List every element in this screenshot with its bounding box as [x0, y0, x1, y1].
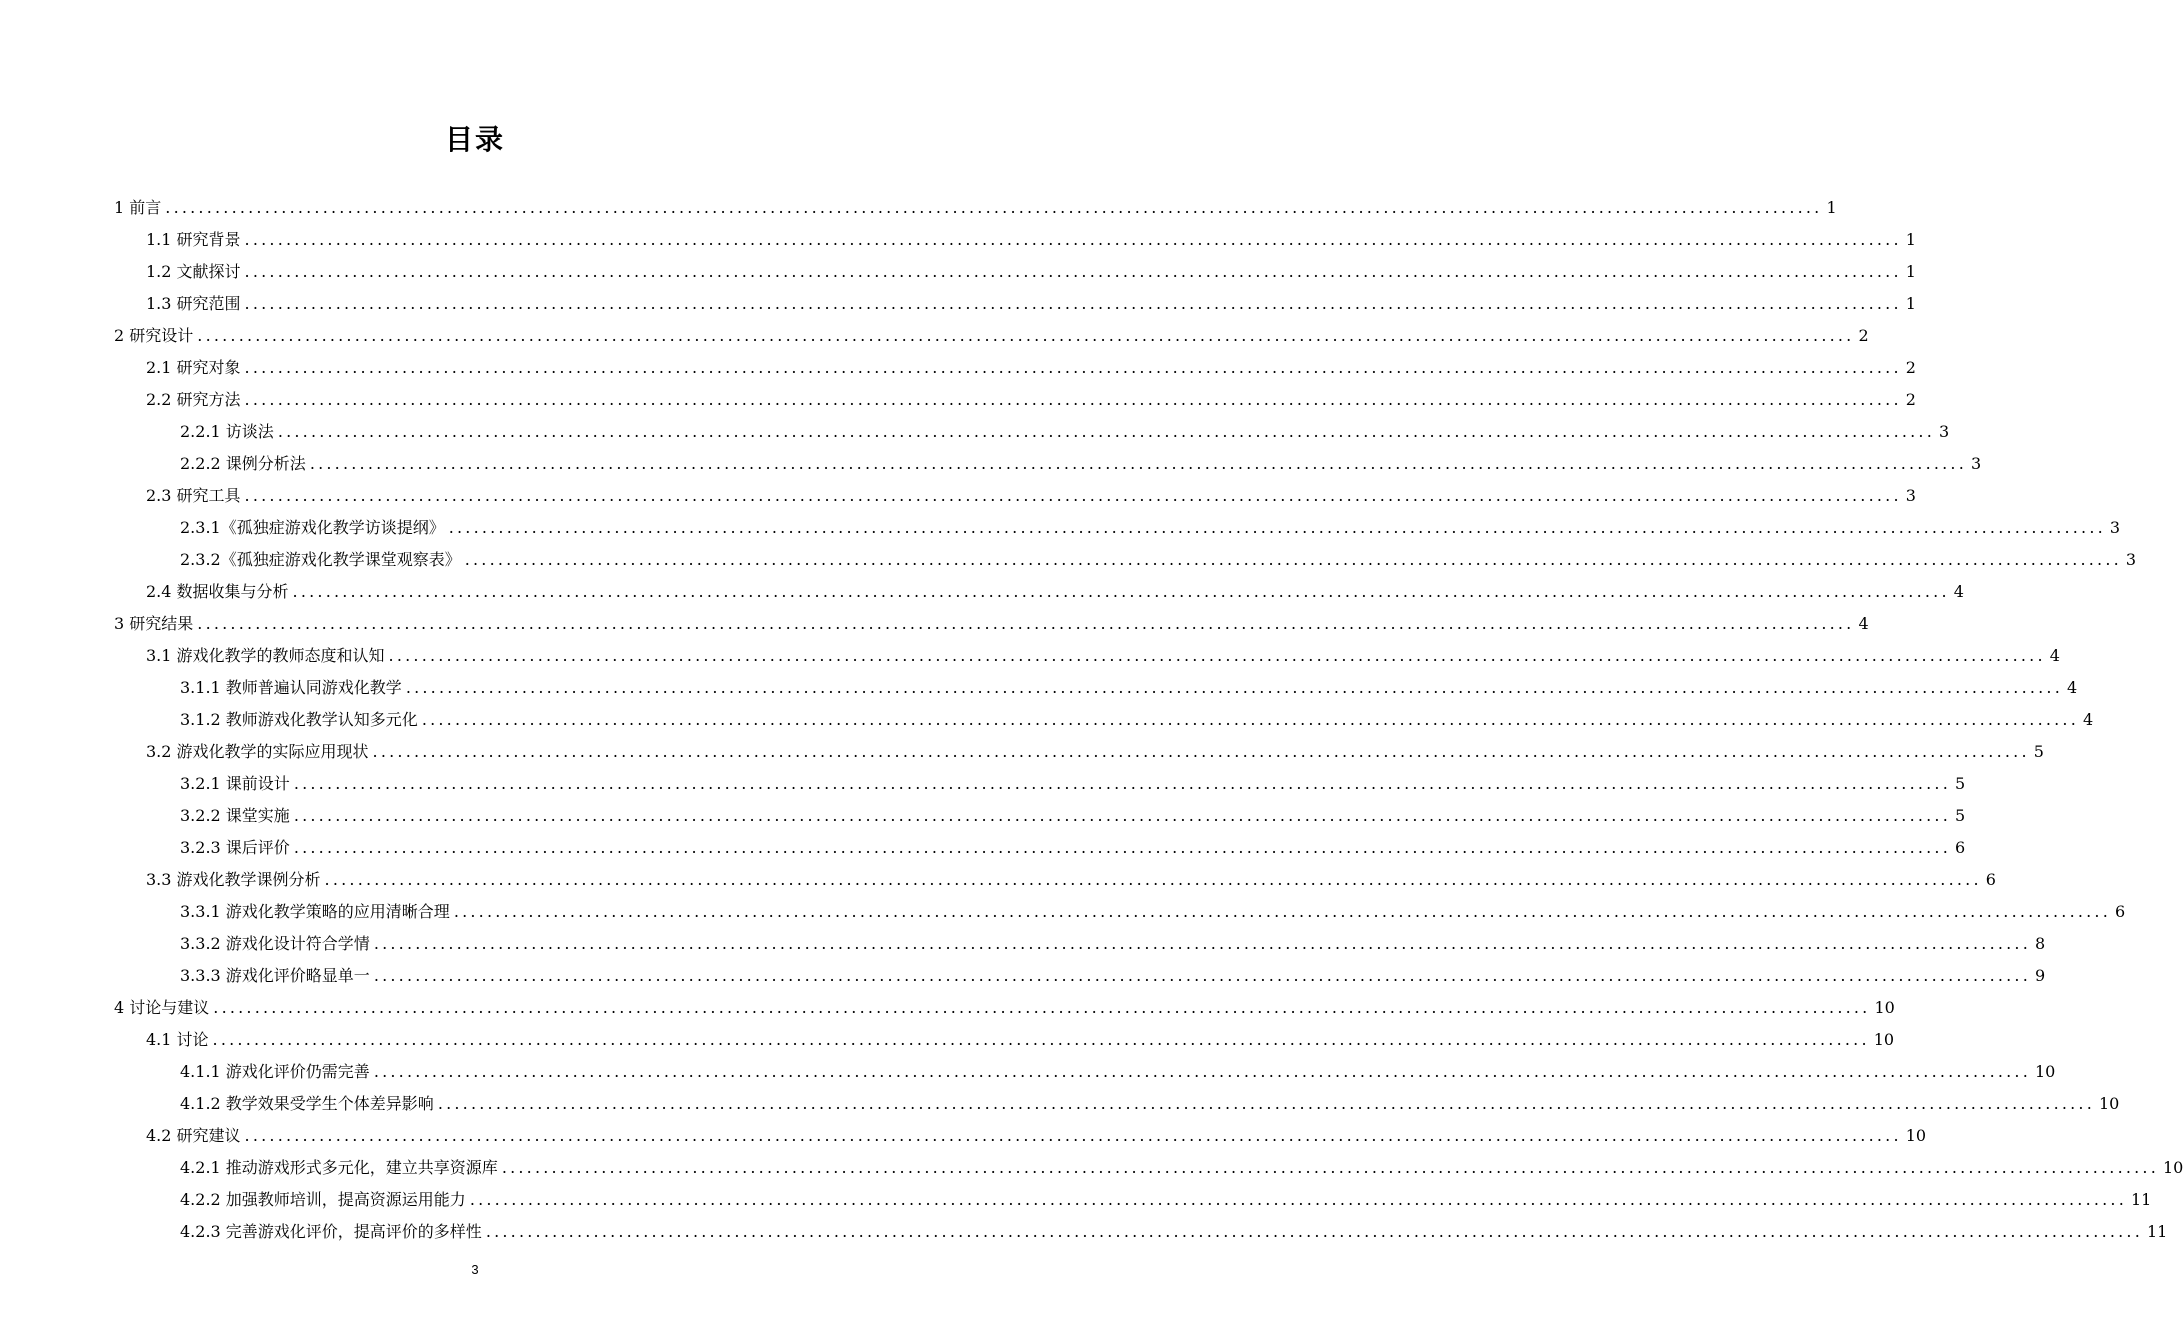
- toc-entry-page: 10: [2035, 1062, 2056, 1081]
- toc-entry[interactable]: [114, 576, 1964, 608]
- toc-entry-page: 5: [1955, 774, 1966, 793]
- toc-entry[interactable]: [114, 736, 2044, 768]
- toc-dot-leader: ........................................................................................................................................................................................................: [501, 1158, 2159, 1177]
- toc-dot-leader: ........................................................................................................................................................................................................: [244, 230, 1902, 249]
- toc-dot-leader: ........................................................................................................................................................................................................: [292, 582, 1950, 601]
- toc-entry-page: 4: [2067, 678, 2078, 697]
- page-number: 3: [471, 1262, 479, 1277]
- toc-dot-leader: ........................................................................................................................................................................................................: [244, 358, 1902, 377]
- toc-entry-text: 3.2.1 课前设计: [180, 774, 290, 793]
- toc-entry[interactable]: [114, 768, 1966, 800]
- toc-entry[interactable]: [114, 480, 1916, 512]
- toc-entry-page: 3: [1939, 422, 1950, 441]
- toc-entry-page: 10: [1874, 998, 1895, 1017]
- toc-entry[interactable]: [114, 608, 1869, 640]
- toc-entry-text: 1 前言: [114, 198, 162, 217]
- toc-entry-text: 3.2 游戏化教学的实际应用现状: [146, 742, 369, 761]
- toc-entry[interactable]: [114, 704, 2094, 736]
- toc-entry-page: 4: [1858, 614, 1869, 633]
- toc-entry[interactable]: [114, 512, 2121, 544]
- toc-dot-leader: ........................................................................................................................................................................................................: [212, 1030, 1870, 1049]
- toc-entry-text: 3.1 游戏化教学的教师态度和认知: [146, 646, 385, 665]
- toc-entry-text: 1.2 文献探讨: [146, 262, 241, 281]
- toc-dot-leader: ........................................................................................................................................................................................................: [464, 550, 2122, 569]
- toc-entry-text: 2.2.1 访谈法: [180, 422, 274, 441]
- toc-dot-leader: ........................................................................................................................................................................................................: [197, 614, 1855, 633]
- toc-entry-text: 1.1 研究背景: [146, 230, 241, 249]
- toc-entry-page: 2: [1905, 358, 1916, 377]
- toc-entry-text: 3.1.2 教师游戏化教学认知多元化: [180, 710, 418, 729]
- toc-entry[interactable]: [114, 1024, 1895, 1056]
- toc-entry-page: 8: [2035, 934, 2046, 953]
- toc-entry-text: 3.3 游戏化教学课例分析: [146, 870, 321, 889]
- toc-dot-leader: ........................................................................................................................................................................................................: [448, 518, 2106, 537]
- toc-entry-page: 10: [2099, 1094, 2120, 1113]
- toc-entry-page: 1: [1905, 262, 1916, 281]
- toc-entry[interactable]: [114, 640, 2060, 672]
- toc-entry[interactable]: [114, 1152, 2183, 1184]
- toc-dot-leader: ........................................................................................................................................................................................................: [437, 1094, 2095, 1113]
- toc-dot-leader: ........................................................................................................................................................................................................: [277, 422, 1935, 441]
- toc-entry-page: 6: [1985, 870, 1996, 889]
- toc-dot-leader: ........................................................................................................................................................................................................: [373, 966, 2031, 985]
- toc-entry-page: 6: [2115, 902, 2126, 921]
- toc-dot-leader: ........................................................................................................................................................................................................: [372, 742, 2030, 761]
- toc-entry-page: 5: [2033, 742, 2044, 761]
- toc-entry-page: 4: [2049, 646, 2060, 665]
- toc-entry-page: 1: [1905, 230, 1916, 249]
- toc-entry-text: 3.3.3 游戏化评价略显单一: [180, 966, 370, 985]
- toc-entry[interactable]: [114, 1088, 2120, 1120]
- toc-entry-text: 4.1 讨论: [146, 1030, 209, 1049]
- toc-entry-text: 1.3 研究范围: [146, 294, 241, 313]
- toc-dot-leader: ........................................................................................................................................................................................................: [309, 454, 1967, 473]
- toc-entry-text: 2.4 数据收集与分析: [146, 582, 289, 601]
- toc-entry[interactable]: [114, 896, 2126, 928]
- toc-dot-leader: ........................................................................................................................................................................................................: [197, 326, 1855, 345]
- toc-entry[interactable]: [114, 192, 1837, 224]
- toc-dot-leader: ........................................................................................................................................................................................................: [244, 294, 1902, 313]
- toc-dot-leader: ........................................................................................................................................................................................................: [244, 390, 1902, 409]
- toc-entry[interactable]: [114, 320, 1869, 352]
- toc-dot-leader: ........................................................................................................................................................................................................: [165, 198, 1823, 217]
- toc-entry[interactable]: [114, 352, 1916, 384]
- toc-entry-text: 4.1.2 教学效果受学生个体差异影响: [180, 1094, 434, 1113]
- toc-entry-page: 10: [1873, 1030, 1895, 1049]
- toc-entry[interactable]: [114, 416, 1950, 448]
- toc-entry-text: 2.2.2 课例分析法: [180, 454, 306, 473]
- toc-dot-leader: ........................................................................................................................................................................................................: [485, 1222, 2143, 1241]
- toc-entry-page: 11: [2131, 1190, 2152, 1209]
- toc-dot-leader: ........................................................................................................................................................................................................: [421, 710, 2079, 729]
- toc-entry[interactable]: [114, 672, 2078, 704]
- toc-entry-page: 5: [1955, 806, 1966, 825]
- toc-entry-text: 3.3.1 游戏化教学策略的应用清晰合理: [180, 902, 450, 921]
- toc-entry[interactable]: [114, 288, 1916, 320]
- toc-dot-leader: ........................................................................................................................................................................................................: [293, 806, 1951, 825]
- toc-dot-leader: ........................................................................................................................................................................................................: [453, 902, 2111, 921]
- table-of-contents: [114, 192, 2183, 1248]
- toc-entry-text: 2 研究设计: [114, 326, 194, 345]
- toc-dot-leader: ........................................................................................................................................................................................................: [213, 998, 1871, 1017]
- toc-entry[interactable]: [114, 448, 1982, 480]
- toc-entry[interactable]: [114, 544, 2137, 576]
- toc-entry-page: 3: [2125, 550, 2137, 569]
- toc-entry-text: 4.2 研究建议: [146, 1126, 241, 1145]
- toc-entry-page: 3: [2109, 518, 2121, 537]
- toc-dot-leader: ........................................................................................................................................................................................................: [469, 1190, 2127, 1209]
- toc-dot-leader: ........................................................................................................................................................................................................: [293, 838, 1951, 857]
- toc-entry-page: 1: [1826, 198, 1837, 217]
- toc-entry-text: 4.2.1 推动游戏形式多元化，建立共享资源库: [180, 1158, 498, 1177]
- toc-entry-text: 3.2.2 课堂实施: [180, 806, 290, 825]
- toc-entry[interactable]: [114, 960, 2046, 992]
- toc-entry-text: 3 研究结果: [114, 614, 194, 633]
- toc-entry-page: 10: [1905, 1126, 1927, 1145]
- toc-entry-text: 2.3.1《孤独症游戏化教学访谈提纲》: [180, 518, 445, 537]
- toc-entry[interactable]: [114, 1056, 2056, 1088]
- toc-entry-text: 2.3.2《孤独症游戏化教学课堂观察表》: [180, 550, 461, 569]
- toc-entry-page: 4: [2083, 710, 2094, 729]
- toc-entry[interactable]: [114, 384, 1916, 416]
- toc-entry-text: 3.3.2 游戏化设计符合学情: [180, 934, 370, 953]
- toc-dot-leader: ........................................................................................................................................................................................................: [324, 870, 1982, 889]
- toc-entry-page: 6: [1955, 838, 1966, 857]
- toc-entry-text: 2.1 研究对象: [146, 358, 241, 377]
- toc-dot-leader: ........................................................................................................................................................................................................: [388, 646, 2046, 665]
- toc-entry[interactable]: [114, 992, 1895, 1024]
- toc-dot-leader: ........................................................................................................................................................................................................: [373, 934, 2031, 953]
- toc-dot-leader: ........................................................................................................................................................................................................: [405, 678, 2063, 697]
- toc-entry[interactable]: [114, 256, 1916, 288]
- toc-entry[interactable]: [114, 864, 1996, 896]
- toc-entry-page: 2: [1858, 326, 1869, 345]
- toc-entry[interactable]: [114, 1216, 2168, 1248]
- toc-entry-page: 10: [2163, 1158, 2183, 1177]
- toc-entry[interactable]: [114, 832, 1966, 864]
- toc-entry-page: 3: [1971, 454, 1982, 473]
- toc-entry-page: 3: [1905, 486, 1916, 505]
- toc-entry-page: 9: [2035, 966, 2046, 985]
- toc-entry-text: 4.2.2 加强教师培训，提高资源运用能力: [180, 1190, 466, 1209]
- toc-entry-text: 3.2.3 课后评价: [180, 838, 290, 857]
- toc-dot-leader: ........................................................................................................................................................................................................: [293, 774, 1951, 793]
- toc-entry[interactable]: [114, 928, 2046, 960]
- toc-dot-leader: ........................................................................................................................................................................................................: [244, 1126, 1902, 1145]
- toc-entry-page: 2: [1905, 390, 1916, 409]
- toc-entry[interactable]: [114, 800, 1966, 832]
- toc-entry[interactable]: [114, 224, 1916, 256]
- toc-dot-leader: ........................................................................................................................................................................................................: [244, 262, 1902, 281]
- toc-entry[interactable]: [114, 1184, 2152, 1216]
- toc-entry-page: 11: [2147, 1222, 2168, 1241]
- toc-entry-text: 4.1.1 游戏化评价仍需完善: [180, 1062, 370, 1081]
- toc-dot-leader: ........................................................................................................................................................................................................: [244, 486, 1902, 505]
- toc-title: 目录: [444, 123, 505, 156]
- toc-entry-text: 2.3 研究工具: [146, 486, 241, 505]
- toc-entry-text: 2.2 研究方法: [146, 390, 241, 409]
- toc-entry-page: 4: [1953, 582, 1964, 601]
- toc-entry[interactable]: [114, 1120, 1927, 1152]
- toc-entry-text: 4.2.3 完善游戏化评价，提高评价的多样性: [180, 1222, 482, 1241]
- toc-dot-leader: ........................................................................................................................................................................................................: [373, 1062, 2031, 1081]
- toc-entry-text: 4 讨论与建议: [114, 998, 210, 1017]
- toc-entry-page: 1: [1905, 294, 1916, 313]
- toc-entry-text: 3.1.1 教师普遍认同游戏化教学: [180, 678, 402, 697]
